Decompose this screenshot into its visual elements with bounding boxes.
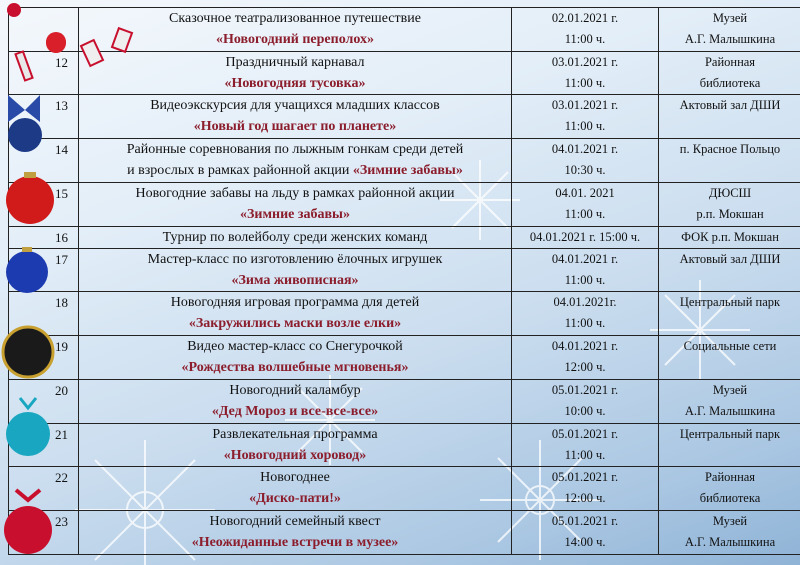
event-title: Новогодняя игровая программа для детей <box>170 295 420 310</box>
event-date <box>512 511 659 555</box>
event-title: Новогоднее <box>260 470 330 485</box>
event-date <box>512 95 659 139</box>
event-title: Турнир по волейболу среди женских команд <box>162 230 428 245</box>
row-number: 18 <box>9 292 79 336</box>
event-name: «Новогодний хоровод» <box>223 448 367 463</box>
row-number: 13 <box>9 95 79 139</box>
date-text: 04.01.2021г. <box>553 295 617 309</box>
event-name: «Новогодний переполох» <box>215 32 375 47</box>
event-title-line2 <box>79 160 511 181</box>
event-name: «Зима живописная» <box>231 273 359 288</box>
event-place <box>659 139 800 183</box>
place-text: А.Г. Малышкина <box>684 404 776 418</box>
table-row <box>9 183 800 227</box>
event-cell <box>79 139 512 183</box>
event-place <box>659 227 800 249</box>
table-row <box>9 336 800 380</box>
row-number: 20 <box>9 380 79 424</box>
event-date <box>512 292 659 336</box>
date-text: 04.01.2021 г. <box>551 252 619 266</box>
event-title: Сказочное театрализованное путешествие <box>169 11 421 26</box>
date-text: 04.01.2021 г. <box>551 142 619 156</box>
place-text: р.п. Мокшан <box>696 207 764 221</box>
date-text: 04.01.2021 г. <box>551 339 619 353</box>
place-text: ФОК р.п. Мокшан <box>681 230 779 244</box>
event-cell <box>79 227 512 249</box>
events-table <box>8 7 800 555</box>
event-date <box>512 139 659 183</box>
row-number: 14 <box>9 139 79 183</box>
time-text: 11:00 ч. <box>564 448 606 462</box>
event-date <box>512 52 659 95</box>
place-text: Центральный парк <box>679 295 781 309</box>
event-place <box>659 249 800 292</box>
event-place <box>659 8 800 52</box>
place-text: Музей <box>712 514 748 528</box>
event-date <box>512 467 659 511</box>
event-title: Видео мастер-класс со Снегурочкой <box>187 339 403 354</box>
time-text: 10:30 ч. <box>564 163 606 177</box>
event-name: «Новый год шагает по планете» <box>193 119 397 134</box>
event-title: Новогодний семейный квест <box>209 514 381 529</box>
event-place <box>659 380 800 424</box>
time-text: 11:00 ч. <box>564 316 606 330</box>
time-text: 12:00 ч. <box>564 360 606 374</box>
event-date <box>512 424 659 467</box>
event-title: Развлекательная программа <box>212 427 378 442</box>
time-text: 11:00 ч. <box>564 32 606 46</box>
event-date <box>512 336 659 380</box>
place-text: Актовый зал ДШИ <box>679 98 781 112</box>
place-text: А.Г. Малышкина <box>684 535 776 549</box>
event-date <box>512 8 659 52</box>
event-cell <box>79 183 512 227</box>
place-text: А.Г. Малышкина <box>684 32 776 46</box>
event-cell <box>79 95 512 139</box>
event-date <box>512 183 659 227</box>
place-text: ДЮСШ <box>708 186 752 200</box>
event-name: «Закружились маски возле елки» <box>188 316 402 331</box>
event-date <box>512 227 659 249</box>
date-text: 05.01.2021 г. <box>551 470 619 484</box>
event-cell <box>79 52 512 95</box>
time-text: 12:00 ч. <box>564 491 606 505</box>
event-name: «Новогодняя тусовка» <box>224 76 366 91</box>
event-cell <box>79 511 512 555</box>
place-text: Актовый зал ДШИ <box>679 252 781 266</box>
event-cell <box>79 292 512 336</box>
table-row <box>9 249 800 292</box>
event-title: Мастер-класс по изготовлению ёлочных игрушек <box>147 252 443 267</box>
date-text: 05.01.2021 г. <box>551 514 619 528</box>
event-cell <box>79 424 512 467</box>
event-place <box>659 511 800 555</box>
row-number: 15 <box>9 183 79 227</box>
row-number: 22 <box>9 467 79 511</box>
time-text: 11:00 ч. <box>564 76 606 90</box>
table-row <box>9 52 800 95</box>
event-name: «Зимние забавы» <box>352 163 463 178</box>
table-row <box>9 8 800 52</box>
place-text: Социальные сети <box>683 339 777 353</box>
event-title: Праздничный карнавал <box>225 55 365 70</box>
event-title: Новогодний каламбур <box>229 383 361 398</box>
place-text: п. Красное Польцо <box>679 142 781 156</box>
row-number: 17 <box>9 249 79 292</box>
event-name: «Дед Мороз и все-все-все» <box>211 404 379 419</box>
event-name: «Зимние забавы» <box>240 207 350 222</box>
table-row <box>9 227 800 249</box>
event-title: Новогодние забавы на льду в рамках районной акции <box>135 186 455 201</box>
place-text: Музей <box>712 11 748 25</box>
event-cell <box>79 467 512 511</box>
place-text: библиотека <box>699 76 761 90</box>
time-text: 11:00 ч. <box>564 119 606 133</box>
date-text: 05.01.2021 г. <box>551 383 619 397</box>
row-number <box>9 8 79 52</box>
event-cell <box>79 8 512 52</box>
time-text: 14:00 ч. <box>564 535 606 549</box>
event-place <box>659 336 800 380</box>
table-row <box>9 380 800 424</box>
time-text: 11:00 ч. <box>564 273 606 287</box>
table-row <box>9 511 800 555</box>
table-row <box>9 139 800 183</box>
event-place <box>659 424 800 467</box>
date-text: 05.01.2021 г. <box>551 427 619 441</box>
place-text: библиотека <box>699 491 761 505</box>
place-text: Районная <box>704 55 756 69</box>
row-number: 12 <box>9 52 79 95</box>
table-row <box>9 292 800 336</box>
date-text: 02.01.2021 г. <box>551 11 619 25</box>
event-cell <box>79 249 512 292</box>
date-text: 03.01.2021 г. <box>551 55 619 69</box>
table-row <box>9 95 800 139</box>
place-text: Районная <box>704 470 756 484</box>
event-title: Районные соревнования по лыжным гонкам среди детей <box>126 142 464 157</box>
row-number: 16 <box>9 227 79 249</box>
event-place <box>659 467 800 511</box>
event-place <box>659 183 800 227</box>
date-text: 04.01. 2021 <box>555 186 615 200</box>
event-cell <box>79 380 512 424</box>
event-name: «Неожиданные встречи в музее» <box>191 535 399 550</box>
event-name: «Диско-пати!» <box>249 491 341 506</box>
event-name: «Рождества волшебные мгновенья» <box>181 360 409 375</box>
row-number: 19 <box>9 336 79 380</box>
row-number: 23 <box>9 511 79 555</box>
event-place <box>659 95 800 139</box>
time-text: 10:00 ч. <box>564 404 606 418</box>
event-date <box>512 380 659 424</box>
place-text: Музей <box>712 383 748 397</box>
date-text: 03.01.2021 г. <box>551 98 619 112</box>
table-row <box>9 467 800 511</box>
event-title: Видеоэкскурсия для учащихся младших классов <box>150 98 440 113</box>
row-number: 21 <box>9 424 79 467</box>
table-row <box>9 424 800 467</box>
event-place <box>659 52 800 95</box>
date-text: 04.01.2021 г. 15:00 ч. <box>529 230 641 244</box>
time-text: 11:00 ч. <box>564 207 606 221</box>
place-text: Центральный парк <box>679 427 781 441</box>
event-place <box>659 292 800 336</box>
event-date <box>512 249 659 292</box>
event-title-cont: и взрослых в рамках районной акции <box>127 163 350 178</box>
event-cell <box>79 336 512 380</box>
